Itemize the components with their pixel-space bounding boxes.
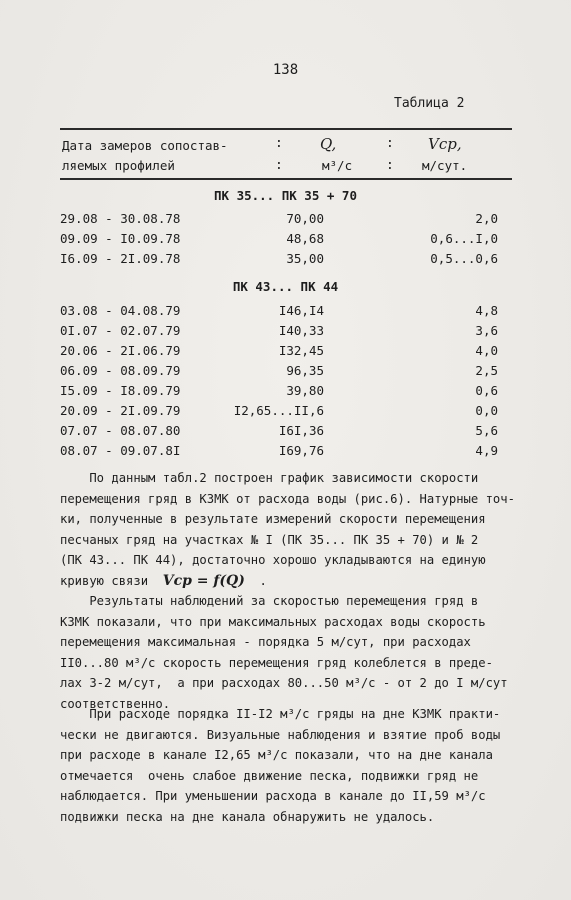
- text-line: песчаных гряд на участках № I (ПК 35... ПК 35 + 70) и № 2: [60, 532, 479, 547]
- text-line: Результаты наблюдений за скоростью перемещения гряд в: [60, 594, 479, 608]
- cell-discharge: 96,35: [286, 363, 324, 378]
- text-line: II0...80 м³/с скорость перемещения гряд колеблется в преде-: [60, 655, 493, 670]
- cell-discharge: 70,00: [286, 211, 324, 226]
- text-line: (ПК 43... ПК 44), достаточно хорошо укладываются на единую: [60, 553, 486, 567]
- table-row: [60, 321, 520, 341]
- header-velocity-unit: м/сут.: [422, 158, 468, 173]
- paragraph-1: [60, 468, 530, 591]
- paragraph-2: [60, 591, 530, 714]
- text-line: перемещения гряд в КЗМК от расхода воды (рис.6). Натурные точ-: [60, 491, 515, 506]
- cell-date: 29.08 - 30.08.78: [60, 211, 181, 226]
- cell-date: 0I.07 - 02.07.79: [60, 323, 181, 338]
- header-velocity-symbol: Vср,: [428, 135, 462, 153]
- cell-date: I5.09 - I8.09.79: [60, 383, 181, 398]
- table-label: Таблица 2: [394, 96, 465, 111]
- cell-velocity: 2,0: [475, 211, 498, 226]
- cell-velocity: 0,6: [475, 383, 498, 398]
- table-row: [60, 229, 520, 249]
- text-line: По данным табл.2 построен график зависимости скорости: [60, 471, 479, 485]
- table-row: [60, 381, 520, 401]
- header-date-line2: ляемых профилей: [62, 158, 175, 173]
- cell-date: 09.09 - I0.09.78: [60, 231, 181, 246]
- formula: Vср = f(Q): [162, 572, 245, 589]
- text-fragment: кривую связи: [60, 573, 163, 588]
- cell-discharge: 39,80: [286, 383, 324, 398]
- cell-discharge: I2,65...II,6: [233, 403, 324, 418]
- table-top-rule: [60, 128, 512, 130]
- header-discharge-unit: м³/с: [322, 158, 353, 173]
- cell-velocity: 4,8: [475, 303, 498, 318]
- table-row: [60, 361, 520, 381]
- cell-velocity: 0,0: [475, 403, 498, 418]
- cell-velocity: 4,9: [475, 443, 498, 458]
- cell-velocity: 5,6: [475, 423, 498, 438]
- table-header-rule: [60, 178, 512, 180]
- text-line: перемещения максимальная - порядка 5 м/сут, при расходах: [60, 635, 471, 649]
- table-row: [60, 249, 520, 269]
- cell-date: 06.09 - 08.09.79: [60, 363, 181, 378]
- header-colon: :: [386, 158, 394, 173]
- cell-date: 03.08 - 04.08.79: [60, 303, 181, 318]
- table-row: [60, 401, 520, 421]
- text-line: подвижки песка на дне канала обнаружить не удалось.: [60, 809, 435, 824]
- cell-discharge: 48,68: [286, 231, 324, 246]
- cell-date: 20.09 - 2I.09.79: [60, 403, 181, 418]
- text-line: ки, полученные в результате измерений скорости перемещения: [60, 512, 486, 526]
- cell-velocity: 0,5...0,6: [430, 251, 498, 266]
- text-line: при расходе в канале I2,65 м³/с показали, что на дне канала: [60, 748, 493, 762]
- text-line-with-formula: [60, 571, 530, 592]
- cell-date: 07.07 - 08.07.80: [60, 423, 181, 438]
- cell-velocity: 3,6: [475, 323, 498, 338]
- cell-discharge: I46,I4: [278, 303, 324, 318]
- group-title-2: ПК 43... ПК 44: [232, 279, 339, 294]
- cell-velocity: 0,6...I,0: [430, 231, 498, 246]
- cell-discharge: 35,00: [286, 251, 324, 266]
- cell-date: 20.06 - 2I.06.79: [60, 343, 181, 358]
- table-row: [60, 421, 520, 441]
- text-line: лах 3-2 м/сут, а при расходах 80...50 м³/с - от 2 до I м/сут: [60, 676, 508, 690]
- cell-velocity: 2,5: [475, 363, 498, 378]
- text-line: наблюдается. При уменьшении расхода в канале до II,59 м³/с: [60, 789, 486, 803]
- header-discharge-symbol: Q,: [320, 135, 337, 153]
- header-colon: :: [275, 136, 283, 151]
- cell-discharge: I69,76: [278, 443, 324, 458]
- table-row: [60, 341, 520, 361]
- text-line: соответственно.: [60, 696, 171, 711]
- cell-date: 08.07 - 09.07.8I: [60, 443, 181, 458]
- table-row: [60, 301, 520, 321]
- cell-discharge: I40,33: [278, 323, 324, 338]
- cell-discharge: I6I,36: [278, 423, 324, 438]
- cell-velocity: 4,0: [475, 343, 498, 358]
- group-title-1: ПК 35... ПК 35 + 70: [214, 188, 357, 203]
- text-line: отмечается очень слабое движение песка, подвижки гряд не: [60, 768, 479, 783]
- header-date-line1: Дата замеров сопостав-: [62, 138, 228, 153]
- paragraph-3: [60, 704, 530, 827]
- header-colon: :: [275, 158, 283, 173]
- cell-discharge: I32,45: [278, 343, 324, 358]
- text-line: чески не двигаются. Визуальные наблюдения и взятие проб воды: [60, 727, 501, 742]
- header-colon: :: [386, 136, 394, 151]
- page-number: 138: [272, 62, 299, 78]
- text-line: При расходе порядка II-I2 м³/с гряды на дне КЗМК практи-: [60, 707, 501, 721]
- text-fragment: .: [244, 573, 267, 588]
- table-row: [60, 209, 520, 229]
- text-line: КЗМК показали, что при максимальных расходах воды скорость: [60, 614, 486, 629]
- cell-date: I6.09 - 2I.09.78: [60, 251, 181, 266]
- table-row: [60, 441, 520, 461]
